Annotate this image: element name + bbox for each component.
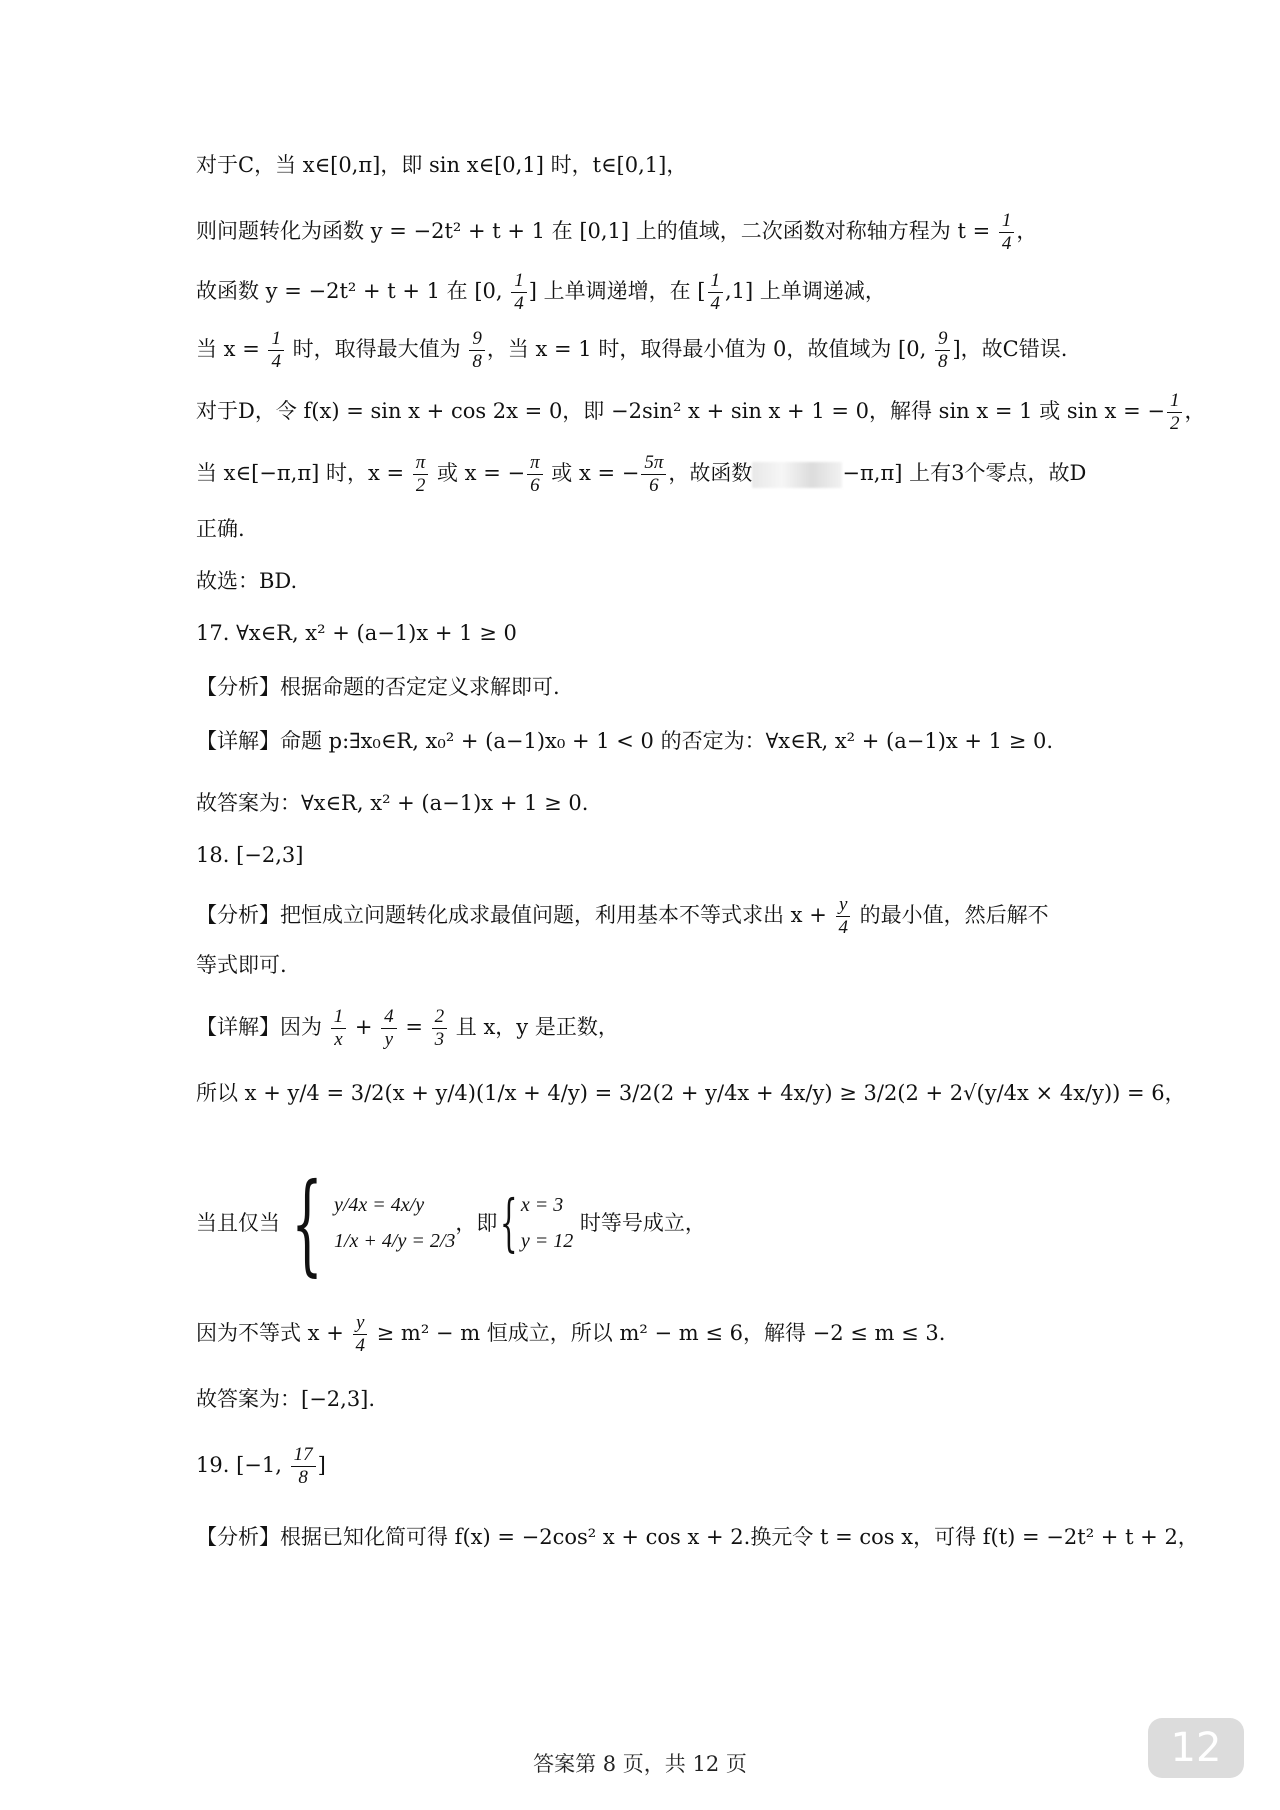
text-span: 对于C，当 x∈[0,π]，即 sin x∈[0,1] 时，t∈[0,1]， — [196, 153, 688, 177]
left-brace: { — [500, 1186, 519, 1259]
text-line — [196, 1078, 1186, 1108]
numerator: 4 — [381, 1006, 397, 1029]
text-span: 【分析】根据命题的否定定义求解即可. — [196, 675, 560, 699]
text-span: ， — [1184, 399, 1206, 423]
text-line — [196, 390, 1206, 435]
text-span: 的最小值，然后解不 — [852, 903, 1049, 927]
text-line — [196, 328, 1130, 373]
text-line — [196, 514, 1130, 544]
text-span: 故答案为：∀x∈R, x² + (a−1)x + 1 ≥ 0. — [196, 791, 589, 815]
denominator: 4 — [271, 351, 281, 372]
text-span: 18. [−2,3] — [196, 843, 304, 867]
fraction — [708, 270, 724, 315]
text-line — [196, 1312, 1130, 1357]
denominator: 4 — [355, 1335, 365, 1356]
text-span: ，即 — [455, 1211, 498, 1235]
fraction — [469, 328, 485, 373]
text-span: 当 x∈[−π,π] 时，x = — [196, 461, 411, 485]
text-line — [196, 894, 1130, 939]
text-span: 19. [−1, — [196, 1453, 289, 1477]
denominator: 2 — [1169, 413, 1180, 434]
question-18-answer — [196, 840, 1130, 870]
text-span: −π,π] 上有3个零点，故D — [842, 461, 1087, 485]
numerator: 5π — [641, 452, 666, 475]
text-span: 因为不等式 x + — [196, 1321, 351, 1345]
left-brace: { — [291, 1159, 323, 1287]
text-line — [196, 788, 1130, 818]
text-span: 故选：BD. — [196, 569, 298, 593]
text-span: 所以 x + y/4 = 3/2(x + y/4)(1/x + 4/y) = 3/2(2 + y/4x + 4x/y) ≥ 3/2(2 + 2√(y/4x × 4x/y)) = 6， — [196, 1081, 1186, 1105]
text-span: 正确. — [196, 517, 245, 541]
fraction — [413, 452, 429, 497]
text-span: 对于D，令 f(x) = sin x + cos 2x = 0，即 −2sin² x + sin x + 1 = 0，解得 sin x = 1 或 sin x = − — [196, 399, 1165, 423]
fraction — [641, 452, 666, 497]
system-row: y/4x = 4x/y — [334, 1194, 425, 1216]
numerator: y — [836, 894, 850, 917]
text-span: + — [348, 1015, 380, 1039]
text-span: 故答案为：[−2,3]. — [196, 1387, 376, 1411]
denominator: 6 — [649, 475, 659, 496]
numerator: 9 — [469, 328, 485, 351]
text-line — [196, 726, 1130, 756]
numerator: π — [413, 452, 429, 475]
fraction — [352, 1312, 368, 1357]
text-line — [196, 566, 1130, 596]
numerator: 1 — [999, 210, 1015, 233]
denominator: 4 — [838, 917, 848, 938]
fraction — [527, 452, 543, 497]
system-rows — [521, 1190, 573, 1256]
numerator: 9 — [935, 328, 951, 351]
text-line — [196, 1159, 1130, 1287]
text-span: 17. ∀x∈R, x² + (a−1)x + 1 ≥ 0 — [196, 621, 517, 645]
numerator: 1 — [511, 270, 527, 293]
fraction — [331, 1006, 347, 1051]
text-line — [196, 672, 1130, 702]
text-line — [196, 1522, 1199, 1552]
numerator: y — [353, 1312, 367, 1335]
denominator: 2 — [415, 475, 426, 496]
text-span: 【分析】根据已知化简可得 f(x) = −2cos² x + cos x + 2.换元令 t = cos x，可得 f(t) = −2t² + t + 2， — [196, 1525, 1199, 1549]
text-span: 故函数 y = −2t² + t + 1 在 [0, — [196, 279, 510, 303]
numerator: 1 — [268, 328, 284, 351]
text-line — [196, 150, 1130, 180]
fraction — [291, 1444, 316, 1489]
text-span: 等式即可. — [196, 953, 287, 977]
text-span: = — [398, 1015, 430, 1039]
equation-system — [497, 1186, 574, 1259]
text-span: 【详解】命题 p:∃x₀∈R, x₀² + (a−1)x₀ + 1 < 0 的否定为：∀x∈R, x² + (a−1)x + 1 ≥ 0. — [196, 729, 1054, 753]
text-span: ≥ m² − m 恒成立，所以 m² − m ≤ 6，解得 −2 ≤ m ≤ 3. — [369, 1321, 946, 1345]
text-span: ，故函数 — [668, 461, 753, 485]
text-span: 当 x = — [196, 337, 267, 361]
page-footer: 答案第 8 页，共 12 页 — [533, 1752, 747, 1776]
denominator: x — [334, 1029, 343, 1050]
fraction — [511, 270, 527, 315]
numerator: 1 — [331, 1006, 347, 1029]
equation-system — [280, 1159, 456, 1287]
fraction — [268, 328, 284, 373]
text-span: 则问题转化为函数 y = −2t² + t + 1 在 [0,1] 上的值域，二次函数对称轴方程为 t = — [196, 219, 997, 243]
page-count-badge[interactable]: 12 — [1148, 1718, 1244, 1778]
text-line — [196, 1006, 1130, 1051]
fraction — [381, 1006, 397, 1051]
text-line — [196, 270, 1130, 315]
text-line — [196, 1384, 1130, 1414]
text-line — [196, 452, 1130, 497]
question-19-answer — [196, 1444, 1130, 1489]
system-row: y = 12 — [520, 1230, 574, 1252]
text-span: 当且仅当 — [196, 1211, 280, 1235]
text-span: 时，取得最大值为 — [285, 337, 468, 361]
denominator: y — [384, 1029, 394, 1050]
text-line — [196, 210, 1130, 255]
text-span: ， — [1016, 219, 1038, 243]
denominator: 4 — [1001, 233, 1012, 254]
text-span: ]，故C错误. — [952, 337, 1068, 361]
text-span: 或 x = − — [544, 461, 640, 485]
denominator: 8 — [937, 351, 948, 372]
text-span: 且 x，y 是正数， — [449, 1015, 619, 1039]
text-span: 【分析】把恒成立问题转化成求最值问题，利用基本不等式求出 x + — [196, 903, 834, 927]
text-span: ] — [317, 1453, 326, 1477]
system-row: x = 3 — [520, 1194, 564, 1216]
fraction — [835, 894, 851, 939]
fraction — [1167, 390, 1183, 435]
fraction — [432, 1006, 448, 1051]
numerator: 17 — [291, 1444, 316, 1467]
system-rows — [334, 1190, 455, 1256]
question-17-answer — [196, 618, 1130, 648]
text-span: 【详解】因为 — [196, 1015, 329, 1039]
text-span: ，当 x = 1 时，取得最小值为 0，故值域为 [0, — [486, 337, 933, 361]
text-span: 时等号成立， — [573, 1211, 706, 1235]
numerator: 1 — [708, 270, 724, 293]
fraction — [935, 328, 951, 373]
numerator: π — [527, 452, 543, 475]
text-span: 或 x = − — [430, 461, 526, 485]
text-span: ,1] 上单调递减， — [725, 279, 886, 303]
text-line — [196, 950, 1130, 980]
system-row: 1/x + 4/y = 2/3 — [334, 1230, 456, 1252]
fraction — [999, 210, 1015, 255]
denominator: 4 — [710, 293, 720, 314]
denominator: 3 — [434, 1029, 445, 1050]
denominator: 6 — [530, 475, 540, 496]
denominator: 4 — [514, 293, 524, 314]
numerator: 1 — [1167, 390, 1183, 413]
redacted-region — [752, 462, 842, 488]
text-span: ] 上单调递增，在 [ — [528, 279, 706, 303]
denominator: 8 — [472, 351, 482, 372]
numerator: 2 — [432, 1006, 448, 1029]
denominator: 8 — [298, 1467, 308, 1488]
